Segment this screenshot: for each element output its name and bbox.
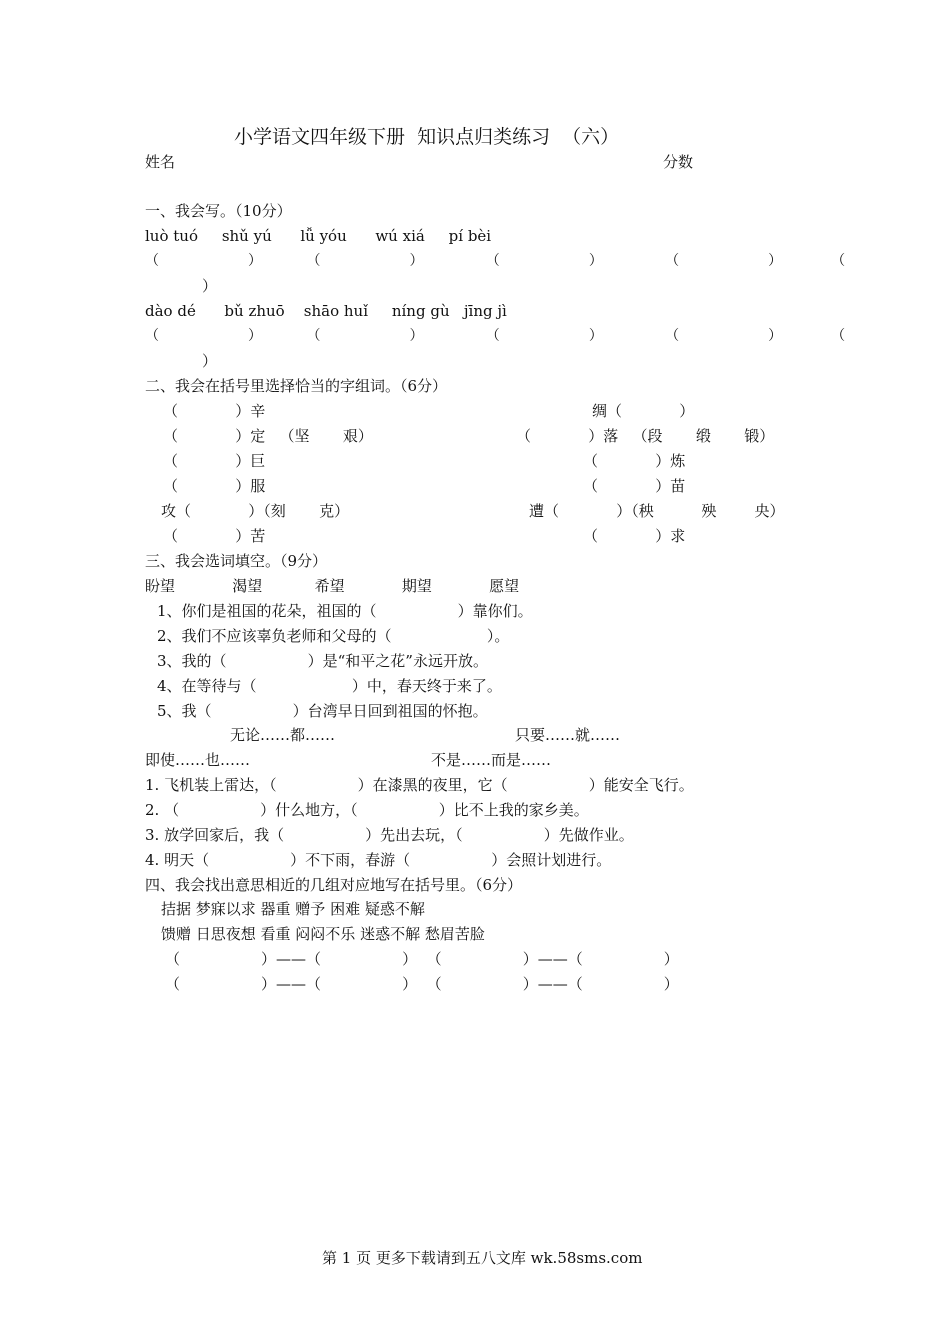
page-title: 小学语文四年级下册 知识点归类练习 （六） <box>234 126 620 148</box>
fill-item-5[interactable]: 5、我（ ）台湾早日回到祖国的怀抱。 <box>157 702 488 720</box>
sentence-1[interactable]: 1. 飞机装上雷达，（ ）在漆黑的夜里，它（ ）能安全飞行。 <box>145 776 694 794</box>
page-footer: 第 1 页 更多下载请到五八文库 wk.58sms.com <box>322 1249 643 1267</box>
synonym-words-2: 馈赠 日思夜想 看重 闷闷不乐 迷惑不解 愁眉苦脸 <box>161 925 485 943</box>
section3-heading: 三、我会选词填空。（9分） <box>145 552 328 570</box>
s2-right-5[interactable]: 遭（ ）（秧 殃 央） <box>529 502 785 520</box>
synonym-words-1: 拮据 梦寐以求 器重 赠予 困难 疑惑不解 <box>161 900 425 918</box>
s2-left-2[interactable]: （ ）定 （坚 艰） <box>163 427 373 445</box>
blank-row-2[interactable]: （ ） （ ） （ ） （ ） （ <box>145 328 846 344</box>
sentence-4[interactable]: 4. 明天（ ）不下雨，春游（ ）会照计划进行。 <box>145 851 612 869</box>
conj-jishi: 即使……也…… <box>145 751 251 769</box>
fill-item-4[interactable]: 4、在等待与（ ）中，春天终于来了。 <box>157 677 502 695</box>
sentence-2[interactable]: 2. （ ）什么地方，（ ）比不上我的家乡美。 <box>145 801 589 819</box>
blank-row-2-tail: ） <box>202 352 218 370</box>
fill-item-1[interactable]: 1、你们是祖国的花朵，祖国的（ ）靠你们。 <box>157 602 533 620</box>
s2-left-3[interactable]: （ ）巨 <box>163 452 266 470</box>
s2-right-4[interactable]: （ ）苗 <box>583 477 686 495</box>
sentence-3[interactable]: 3. 放学回家后，我（ ）先出去玩，（ ）先做作业。 <box>145 826 634 844</box>
section1-heading: 一、我会写。（10分） <box>145 202 292 220</box>
s2-right-1[interactable]: 绸（ ） <box>592 402 695 420</box>
s2-right-6[interactable]: （ ）求 <box>583 527 686 545</box>
name-label: 姓名 <box>145 153 176 171</box>
pinyin-row-1: luò tuó shǔ yú lǚ yóu wú xiá pí bèi <box>145 227 492 245</box>
s2-left-6[interactable]: （ ）苦 <box>163 527 266 545</box>
s2-left-5[interactable]: 攻（ ）（刻 克） <box>161 502 350 520</box>
section4-heading: 四、我会找出意思相近的几组对应地写在括号里。（6分） <box>145 876 523 894</box>
s2-right-2[interactable]: （ ）落 （段 缎 锻） <box>516 427 775 445</box>
s2-left-4[interactable]: （ ）服 <box>163 477 266 495</box>
pinyin-row-2: dào dé bǔ zhuō shāo huǐ níng gù jīng jì <box>145 302 507 320</box>
section2-heading: 二、我会在括号里选择恰当的字组词。（6分） <box>145 377 448 395</box>
s2-right-3[interactable]: （ ）炼 <box>583 452 686 470</box>
blank-row-1-tail: ） <box>202 277 218 295</box>
blank-row-1[interactable]: （ ） （ ） （ ） （ ） （ <box>145 253 846 269</box>
word-bank: 盼望 渴望 希望 期望 愿望 <box>145 577 520 595</box>
conj-zhiyao: 只要……就…… <box>515 726 621 744</box>
answer-row-2[interactable]: （ ）——（ ） （ ）——（ ） <box>165 975 679 993</box>
fill-item-2[interactable]: 2、我们不应该辜负老师和父母的（ ）。 <box>157 627 510 645</box>
conj-bushi: 不是……而是…… <box>431 751 552 769</box>
fill-item-3[interactable]: 3、我的（ ）是“和平之花”永远开放。 <box>157 652 488 670</box>
score-label: 分数 <box>663 153 694 171</box>
answer-row-1[interactable]: （ ）——（ ） （ ）——（ ） <box>165 950 679 968</box>
conj-wulun: 无论……都…… <box>230 726 336 744</box>
s2-left-1[interactable]: （ ）辛 <box>163 402 266 420</box>
